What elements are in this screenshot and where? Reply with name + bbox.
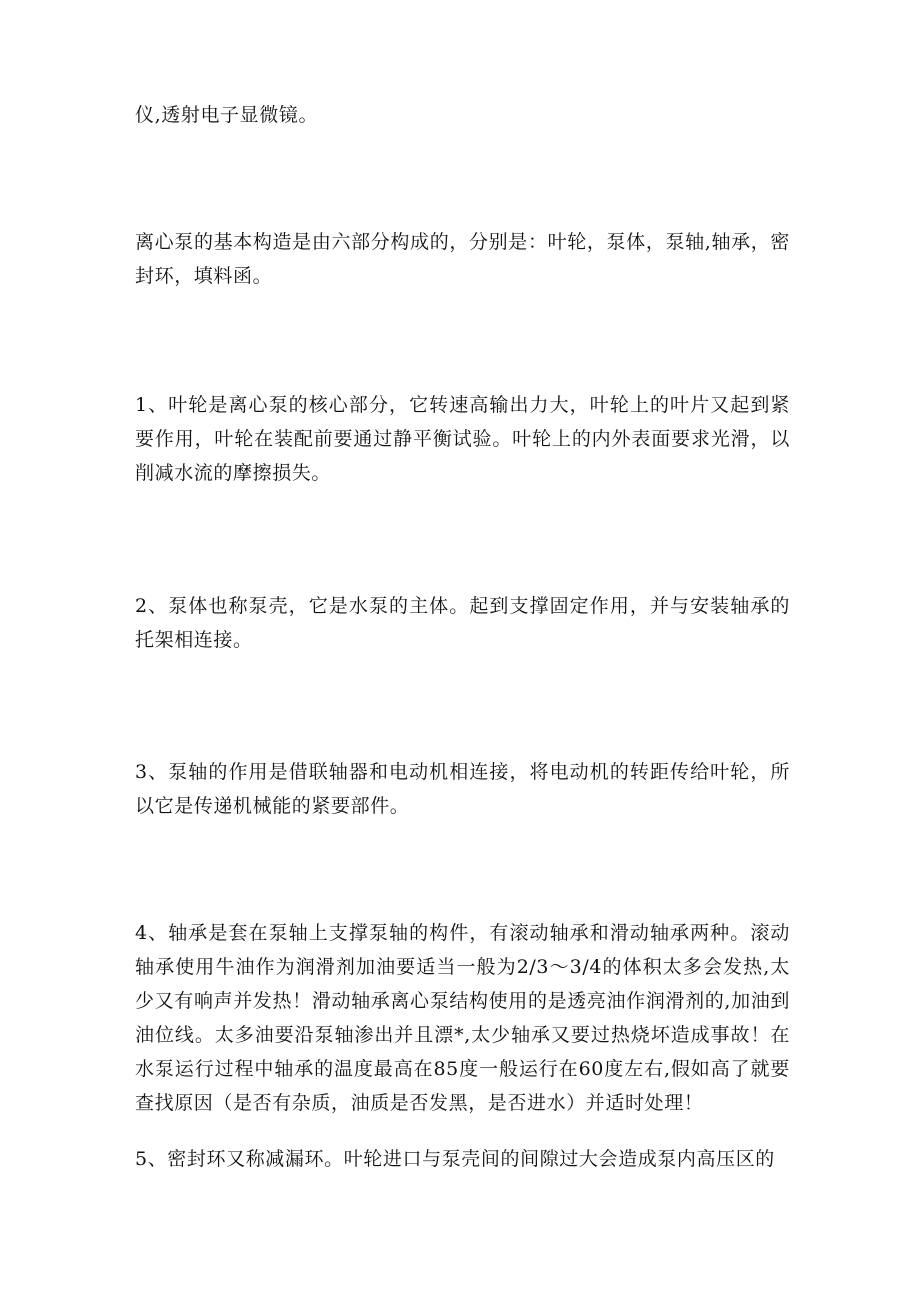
paragraph-bearing: 4、轴承是套在泵轴上支撑泵轴的构件，有滚动轴承和滑动轴承两种。滚动轴承使用牛油作为润滑剂加油要适当一般为2/3～3/4的体积太多会发热,太少又有响声并发热！滑动轴承离心泵结构使用的是透亮油作润滑剂的,加油到油位线。太多油要沿泵轴渗出并且漂*,太少轴承又要过热烧坏造成事故！在水泵运行过程中轴承的温度最高在85度一般运行在60度左右,假如高了就要查找原因（是否有杂质，油质是否发黑，是否进水）并适时处理！ <box>135 922 790 1114</box>
paragraph-seal-ring: 5、密封环又称减漏环。叶轮进口与泵壳间的间隙过大会造成泵内高压区的 <box>135 1148 775 1170</box>
paragraph-pump-structure-intro: 离心泵的基本构造是由六部分构成的，分别是：叶轮，泵体，泵轴,轴承，密封环，填料函。 <box>135 231 790 287</box>
paragraph-impeller: 1、叶轮是离心泵的核心部分，它转速高输出力大，叶轮上的叶片又起到紧要作用，叶轮在装配前要通过静平衡试验。叶轮上的内外表面要求光滑，以削减水流的摩擦损失。 <box>135 394 790 484</box>
paragraph-pump-body: 2、泵体也称泵壳，它是水泵的主体。起到支撑固定作用，并与安装轴承的托架相连接。 <box>135 595 790 651</box>
paragraph-pump-shaft: 3、泵轴的作用是借联轴器和电动机相连接，将电动机的转距传给叶轮，所以它是传递机械能的紧要部件。 <box>135 761 790 817</box>
paragraph-continuation: 仪,透射电子显微镜。 <box>135 104 319 126</box>
